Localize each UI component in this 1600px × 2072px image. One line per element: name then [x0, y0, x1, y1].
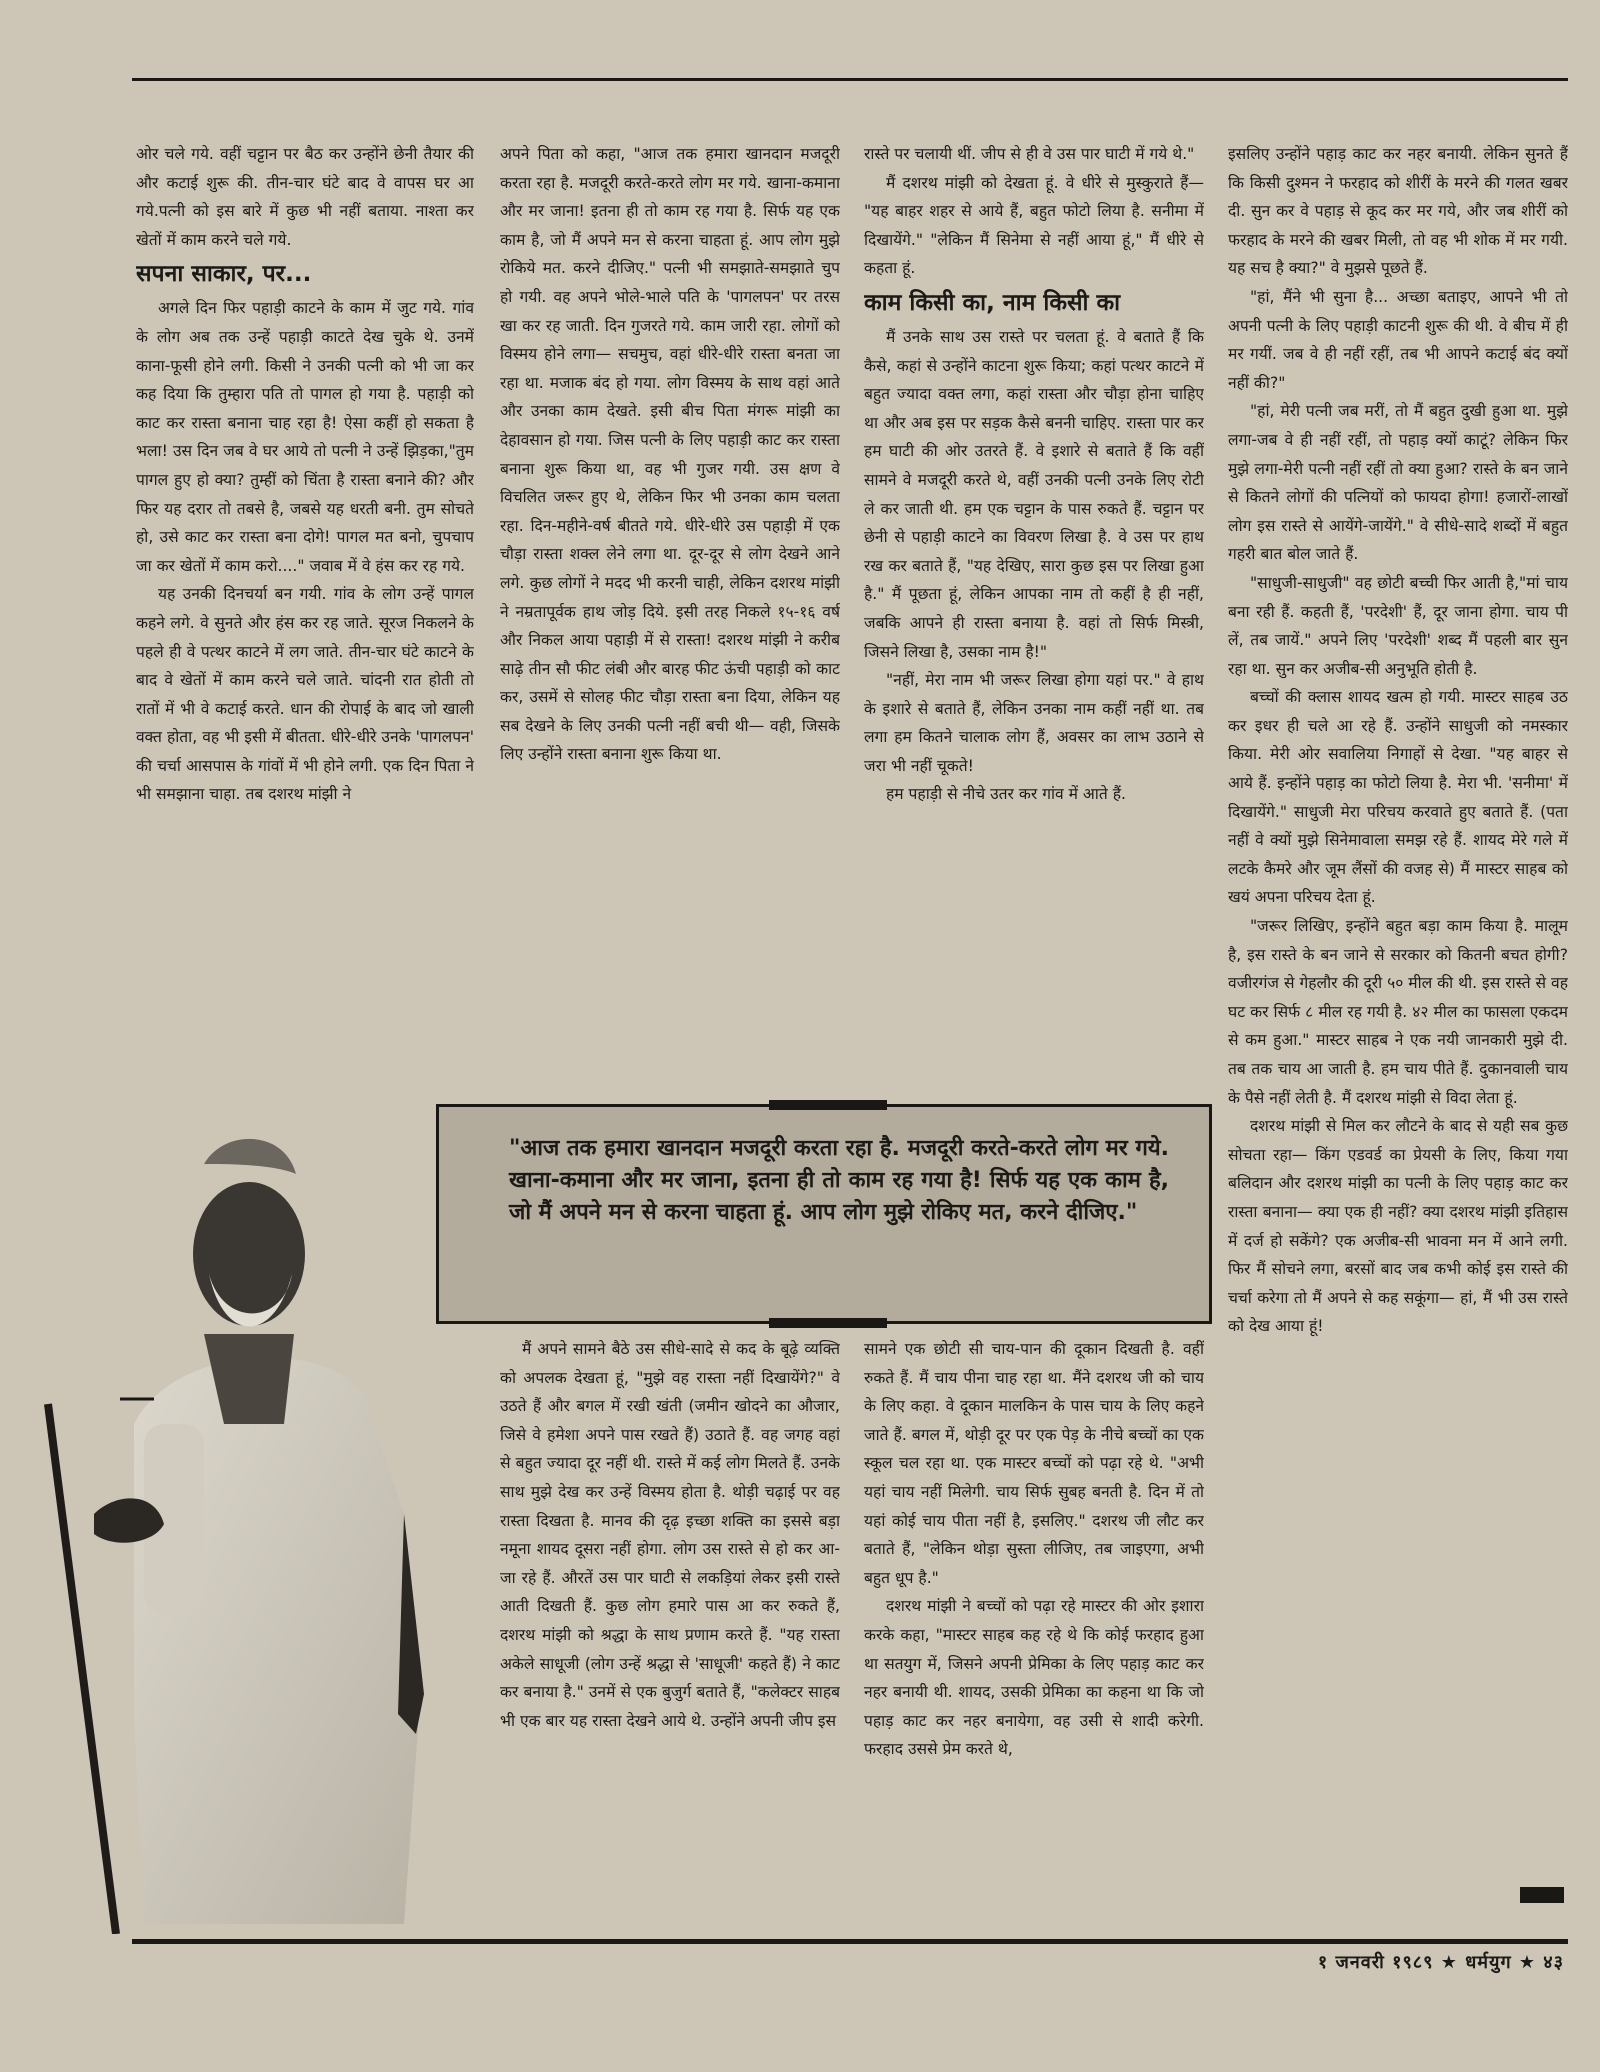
top-rule: [132, 78, 1568, 81]
column-4: [1228, 140, 1568, 1900]
bottom-rule: [132, 1939, 1568, 1944]
column-2: [500, 140, 840, 1090]
column-5: [500, 1335, 840, 1915]
paragraph: यह उनकी दिनचर्या बन गयी. गांव के लोग उन्हें पागल कहने लगे. वे सुनते और हंस कर रह जाते. सूरज निकलने के पहले ही वे पत्थर काटने में लग जाते. तीन-चार घंटे काटने के बाद वे खेतों में काम करने चले जाते. चांदनी रात होती तो रातों में भी वे कटाई करते. धान की रोपाई के बाद जो खाली वक्त होता, वह भी इसी में बीतता. धीरे-धीरे उनके 'पागलपन' की चर्चा आसपास के गांवों में भी होने लगी. एक दिन पिता ने भी समझाना चाहा. तब दशरथ मांझी ने: [136, 585, 474, 804]
paragraph: "जरूर लिखिए, इन्होंने बहुत बड़ा काम किया है. मालूम है, इस रास्ते के बन जाने से सरकार को कितनी बचत होगी? वजीरगंज से गेहलौर की दूरी ५० मील की थी. इस रास्ते से वह घट कर सिर्फ ८ मील रह गयी है. ४२ मील का फासला एकदम से कम हुआ." मास्टर साहब ने एक नयी जानकारी मुझे दी. तब तक चाय आ जाती है. हम चाय पीते हैं. दुकानवाली चाय के पैसे नहीं लेती है. मैं दशरथ मांझी से विदा लेता हूं.: [1228, 917, 1568, 1107]
old-man-with-staff-photo: [24, 1094, 444, 1934]
paragraph: दशरथ मांझी से मिल कर लौटने के बाद से यही सब कुछ सोचता रहा— किंग एडवर्ड का प्रेयसी के लिए, किया गया बलिदान और दशरथ मांझी का पत्नी के लिए पहाड़ काट कर रास्ता बनाना— क्या एक ही नहीं? क्या दशरथ मांझी इतिहास में दर्ज हो सकेंगे? एक अजीब-सी भावना मन में आने लगी. फिर मैं सोचने लगा, बरसों बाद जब कभी कोई इस रास्ते की चर्चा करेगा तो मैं अपने से कह सकूंगा— हां, मैं भी उस रास्ते को देख आया हूं!: [1228, 1117, 1568, 1336]
quote-bar-top: [769, 1100, 887, 1110]
column-1: [136, 140, 474, 1090]
paragraph: बच्चों की क्लास शायद खत्म हो गयी. मास्टर साहब उठ कर इधर ही चले आ रहे हैं. उन्होंने साधुजी को नमस्कार किया. मेरी ओर सवालिया निगाहों से देखा. "यह बाहर से आये हैं. इन्होंने पहाड़ का फोटो लिया है. मेरा भी. 'सनीमा' में दिखायेंगे." साधुजी मेरा परिचय करवाते हुए बताते हैं. (पता नहीं वे क्यों मुझे सिनेमावाला समझ रहे हैं. शायद मेरे गले में लटके कैमरे और जूम लैंसों की वजह से) मैं मास्टर साहब को खयं अपना परिचय देता हूं.: [1228, 688, 1568, 907]
paragraph: दशरथ मांझी ने बच्चों को पढ़ा रहे मास्टर की ओर इशारा करके कहा, "मास्टर साहब कह रहे थे कि कोई फरहाद हुआ था सतयुग में, जिसने अपनी प्रेमिका के लिए पहाड़ काट कर नहर बनायी थी. शायद, उसकी प्रेमिका का कहना था कि जो पहाड़ काट कर नहर बनायेगा, वह उसी से शादी करेगी. फरहाद उससे प्रेम करते थे,: [864, 1597, 1204, 1759]
page-footer: १ जनवरी १९८९ ★ धर्मयुग ★ ४३: [1317, 1952, 1564, 1973]
article-end-mark: [1520, 1887, 1564, 1903]
paragraph: अपने पिता को कहा, "आज तक हमारा खानदान मजदूरी करता रहा है. मजदूरी करते-करते लोग मर गये. खाना-कमाना और मर जाना! इतना ही तो काम रह गया है. सिर्फ यह एक काम है, जो मैं अपने मन से करना चाहता हूं. आप लोग मुझे रोकिये मत. करने दीजिए." पत्नी भी समझाते-समझाते चुप हो गयी. वह अपने भोले-भाले पति के 'पागलपन' पर तरस खा कर रह जाती. दिन गुजरते गये. काम जारी रहा. लोगों को विस्मय होने लगा— सचमुच, वहां धीरे-धीरे रास्ता बनता जा रहा था. मजाक बंद हो गया. लोग विस्मय के साथ वहां आते और उनका काम देखते. इसी बीच पिता मंगरू मांझी का देहावसान हो गया. जिस पत्नी के लिए पहाड़ी काट कर रास्ता बनाना शुरू किया था, वह भी गुजर गयी. उस क्षण वे विचलित जरूर हुए थे, लेकिन फिर भी उनका काम चलता रहा. दिन-महीने-वर्ष बीतते गये. धीरे-धीरे उस पहाड़ी में एक चौड़ा रास्ता शक्ल लेने लगा था. दूर-दूर से लोग देखने आने लगे. कुछ लोगों ने मदद भी करनी चाही, लेकिन दशरथ मांझी ने नम्रतापूर्वक हाथ जोड़ दिये. इसी तरह निकले १५-१६ वर्ष और निकल आया पहाड़ी में से रास्ता! दशरथ मांझी ने करीब साढ़े तीन सौ फीट लंबी और बारह फीट ऊंची पहाड़ी को काट कर, उसमें से सोलह फीट चौड़ा रास्ता बना दिया, लेकिन यह सब देखने के लिए उनकी पत्नी नहीं बची थी— वही, जिसके लिए उन्होंने रास्ता बनाना शुरू किया था.: [500, 145, 840, 764]
paragraph: "नहीं, मेरा नाम भी जरूर लिखा होगा यहां पर." वे हाथ के इशारे से बताते हैं, लेकिन उनका नाम कहीं नहीं था. तब लगा हम कितने चालाक लोग हैं, अवसर का लाभ उठाने से जरा भी नहीं चूकते!: [864, 671, 1204, 775]
paragraph: ओर चले गये. वहीं चट्टान पर बैठ कर उन्होंने छेनी तैयार की और कटाई शुरू की. तीन-चार घंटे बाद वे वापस घर आ गये.पत्नी को इस बारे में कुछ भी नहीं बताया. नाश्ता कर खेतों में काम करने चले गये.: [136, 145, 474, 249]
pull-quote: "आज तक हमारा खानदान मजदूरी करता रहा है. मजदूरी करते-करते लोग मर गये. खाना-कमाना और मर जाना, इतना ही तो काम रह गया है! सिर्फ यह एक काम है, जो मैं अपने मन से करना चाहता हूं. आप लोग मुझे रोकिए मत, करने दीजिए.": [509, 1136, 1169, 1225]
paragraph: सामने एक छोटी सी चाय-पान की दूकान दिखती है. वहीं रुकते हैं. मैं चाय पीना चाह रहा था. मैंने दशरथ जी को चाय के लिए कहा. वे दूकान मालकिन के पास चाय के लिए कहने जाते हैं. बगल में, थोड़ी दूर पर एक पेड़ के नीचे बच्चों का एक स्कूल चल रहा था. एक मास्टर बच्चों को पढ़ा रहे थे. "अभी यहां चाय नहीं मिलेगी. चाय सिर्फ सुबह बनती है. दिन में तो यहां कोई चाय पीता नहीं है, इसलिए." दशरथ जी लौट कर बताते हैं, "लेकिन थोड़ा सुस्ता लीजिए, तब जाइएगा, अभी बहुत धूप है.": [864, 1340, 1204, 1587]
paragraph: मैं अपने सामने बैठे उस सीधे-सादे से कद के बूढ़े व्यक्ति को अपलक देखता हूं, "मुझे वह रास्ता नहीं दिखायेंगे?" वे उठते हैं और बगल में रखी खंती (जमीन खोदने का औजार, जिसे वे हमेशा अपने पास रखते हैं) उठाते हैं. वह जगह वहां से बहुत ज्यादा दूर नहीं थी. रास्ते में कई लोग मिलते हैं. उनके साथ मुझे देख कर उन्हें विस्मय होता है. थोड़ी चढ़ाई पर वह रास्ता दिखता है. मानव की दृढ़ इच्छा शक्ति का इससे बड़ा नमूना शायद दूसरा नहीं होगा. लोग उस रास्ते से हो कर आ-जा रहे हैं. औरतें उस पार घाटी से लकड़ियां लेकर इसी रास्ते आती दिखती हैं. कुछ लोग हमारे पास आ कर रुकते हैं, दशरथ मांझी को श्रद्धा के साथ प्रणाम करते हैं. "यह रास्ता अकेले साधूजी (लोग उन्हें श्रद्धा से 'साधूजी' कहते हैं) ने काट कर बनाया है." उनमें से एक बुजुर्ग बताते हैं, "कलेक्टर साहब भी एक बार यह रास्ता देखने आये थे. उन्होंने अपनी जीप इस: [500, 1340, 840, 1730]
paragraph: "हां, मेरी पत्नी जब मरीं, तो मैं बहुत दुखी हुआ था. मुझे लगा-जब वे ही नहीं रहीं, तो पहाड़ क्यों काटूं? लेकिन फिर मुझे लगा-मेरी पत्नी नहीं रहीं तो क्या हुआ? रास्ते के बन जाने से कितने लोगों की पत्नियों को फायदा होगा! हजारों-लाखों लोग इस रास्ते से आयेंगे-जायेंगे." वे सीधे-सादे शब्दों में बहुत गहरी बात बोल जाते हैं.: [1228, 402, 1568, 564]
paragraph: "साधुजी-साधुजी" वह छोटी बच्ची फिर आती है,"मां चाय बना रही हैं. कहती हैं, 'परदेशी' हैं, दूर जाना होगा. चाय पी लें, तब जायें." अपने लिए 'परदेशी' शब्द मैं पहली बार सुन रहा था. सुन कर अजीब-सी अनुभूति होती है.: [1228, 573, 1568, 678]
column-3: [864, 140, 1204, 1090]
quote-bar-bottom: [769, 1318, 887, 1328]
paragraph: "हां, मैंने भी सुना है... अच्छा बताइए, आपने भी तो अपनी पत्नी के लिए पहाड़ी काटनी शुरू की थी. वे बीच में ही मर गयीं. जब वे ही नहीं रहीं, तब भी आपने कटाई बंद क्यों नहीं की?": [1228, 287, 1568, 392]
pull-quote-box: [436, 1104, 1212, 1324]
section-heading: काम किसी का, नाम किसी का: [864, 289, 1121, 316]
paragraph: रास्ते पर चलायी थीं. जीप से ही वे उस पार घाटी में गये थे.": [864, 145, 1195, 163]
paragraph: अगले दिन फिर पहाड़ी काटने के काम में जुट गये. गांव के लोग अब तक उन्हें पहाड़ी काटते देख चुके थे. उनमें काना-फूसी होने लगी. किसी ने उनकी पत्नी को भी जा कर कह दिया कि तुम्हारा पति तो पागल हो गया है. पहाड़ी को काट कर रास्ता बनाना चाह रहा है! ऐसा कहीं हो सकता है भला! उस दिन जब वे घर आये तो पत्नी ने उन्हें झिड़का,"तुम पागल हुए हो क्या? तुम्हीं को चिंता है रास्ता बनाने की? और फिर यह दरार तो तबसे है, जबसे यह धरती बनी. तुम सोचते हो, उसे काट कर रास्ता बना दोगे! पागल मत बनो, चुपचाप जा कर खेतों में काम करो...." जवाब में वे हंस कर रह गये.: [136, 299, 474, 575]
paragraph: हम पहाड़ी से नीचे उतर कर गांव में आते हैं.: [886, 785, 1126, 804]
paragraph: मैं उनके साथ उस रास्ते पर चलता हूं. वे बताते हैं कि कैसे, कहां से उन्होंने काटना शुरू किया; कहां पत्थर काटने में बहुत ज्यादा वक्त लगा, कहां रास्ता और चौड़ा होना चाहिए था और अब इस पर सड़क कैसे बननी चाहिए. रास्ता पार कर हम घाटी की ओर उतरते हैं. वे इशारे से बताते हैं कि वहीं सामने वे मजदूरी करते थे, वहीं उनकी पत्नी उनके लिए रोटी ले कर जाती थी. हम एक चट्टान के पास रुकते हैं. चट्टान पर छेनी से पहाड़ी काटने का विवरण लिखा है. वे उस पर हाथ रख कर बताते हैं, "यह देखिए, सारा कुछ इस पर लिखा हुआ है." मैं पूछता हूं, लेकिन आपका नाम तो कहीं है ही नहीं, जबकि आपने ही रास्ता बनाया है. वहां तो सिर्फ मिस्त्री, जिसने लिखा है, उसका नाम है!": [864, 327, 1204, 661]
paragraph: मैं दशरथ मांझी को देखता हूं. वे धीरे से मुस्कुराते हैं— "यह बाहर शहर से आये हैं, बहुत फोटो लिया है. सनीमा में दिखायेंगे." "लेकिन मैं सिनेमा से नहीं आया हूं," मैं धीरे से कहता हूं.: [864, 173, 1204, 278]
paragraph: इसलिए उन्होंने पहाड़ काट कर नहर बनायी. लेकिन सुनते हैं कि किसी दुश्मन ने फरहाद को शीरीं के मरने की गलत खबर दी. सुन कर वे पहाड़ से कूद कर मर गये, और जब शीरीं को फरहाद के मरने की खबर मिली, तो वह भी शोक में मर गयी. यह सच है क्या?" वे मुझसे पूछते हैं.: [1228, 145, 1568, 278]
column-6: [864, 1335, 1204, 1915]
section-heading: सपना साकार, पर...: [136, 261, 312, 288]
